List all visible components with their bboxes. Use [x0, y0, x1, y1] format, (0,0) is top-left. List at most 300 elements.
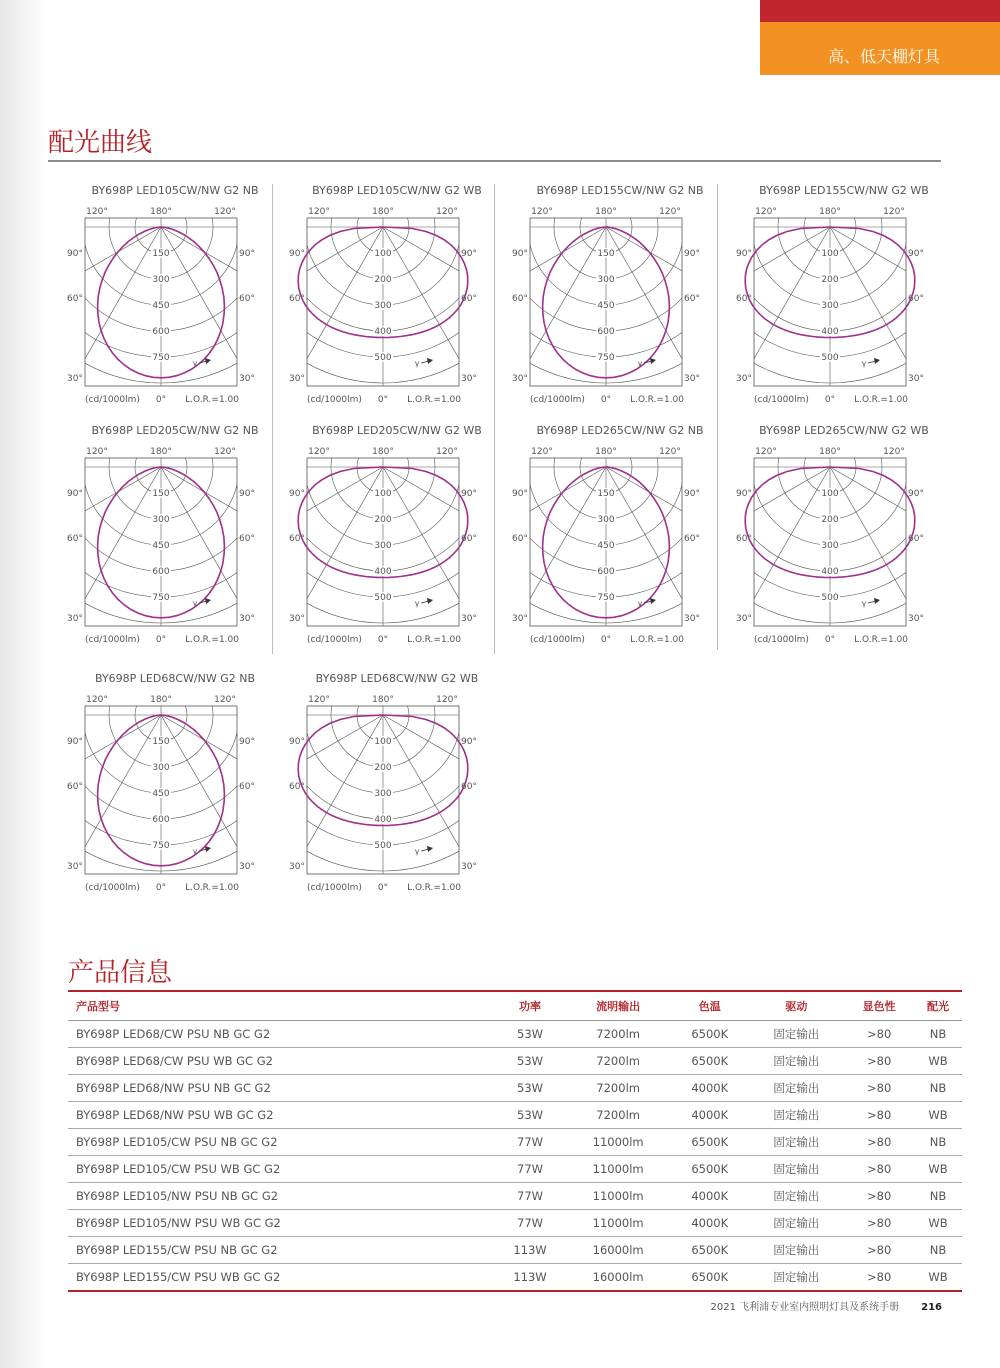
table-cell: BY698P LED68/CW PSU NB GC G2	[68, 1021, 495, 1048]
table-cell: NB	[914, 1237, 962, 1264]
table-cell: WB	[914, 1264, 962, 1292]
table-cell: 77W	[495, 1156, 566, 1183]
angle-label-90-right: 90°	[684, 489, 700, 499]
angle-label-30-right: 30°	[908, 614, 924, 624]
table-cell: WB	[914, 1048, 962, 1075]
table-cell: 77W	[495, 1183, 566, 1210]
table-cell: BY698P LED105/NW PSU WB GC G2	[68, 1210, 495, 1237]
table-cell: 113W	[495, 1237, 566, 1264]
angle-label-30-left: 30°	[67, 374, 83, 384]
angle-label-120-left: 120°	[531, 447, 553, 457]
curve-chart-title: BY698P LED68CW/NW G2 WB	[315, 672, 479, 685]
angle-label-90-right: 90°	[461, 489, 477, 499]
table-cell: >80	[844, 1237, 914, 1264]
lor-label: L.O.R.=1.00	[630, 395, 684, 405]
curve-chart-title: BY698P LED265CW/NW G2 WB	[759, 424, 929, 437]
angle-label-180: 180°	[595, 447, 617, 457]
table-cell: >80	[844, 1210, 914, 1237]
angle-label-60-right: 60°	[239, 534, 255, 544]
table-cell: 固定输出	[748, 1102, 844, 1129]
angle-label-30-right: 30°	[461, 374, 477, 384]
page-number: 216	[921, 1302, 942, 1313]
table-header-cell: 功率	[495, 991, 566, 1021]
ring-value-label: 750	[152, 353, 170, 363]
table-row	[68, 1102, 962, 1129]
curve-chart-title: BY698P LED265CW/NW G2 NB	[536, 424, 704, 437]
angle-label-120-right: 120°	[659, 207, 681, 217]
curves-title-rule	[48, 160, 941, 162]
table-cell: BY698P LED68/NW PSU WB GC G2	[68, 1102, 495, 1129]
section-tab-bar	[760, 0, 1000, 22]
angle-label-120-right: 120°	[659, 447, 681, 457]
table-cell: WB	[914, 1210, 962, 1237]
lor-label: L.O.R.=1.00	[185, 635, 239, 645]
table-cell: BY698P LED68/NW PSU NB GC G2	[68, 1075, 495, 1102]
table-cell: WB	[914, 1102, 962, 1129]
angle-label-180: 180°	[150, 207, 172, 217]
gamma-symbol: γ	[414, 599, 420, 608]
lor-label: L.O.R.=1.00	[185, 883, 239, 893]
angle-label-30-left: 30°	[736, 374, 752, 384]
angle-label-120-right: 120°	[883, 447, 905, 457]
ring-value-label: 500	[821, 593, 839, 603]
table-cell: 11000lm	[565, 1183, 671, 1210]
angle-label-0: 0°	[600, 635, 612, 645]
polar-diagram	[67, 688, 275, 902]
angle-label-30-left: 30°	[289, 374, 305, 384]
table-cell: 4000K	[671, 1183, 748, 1210]
angle-label-60-right: 60°	[684, 534, 700, 544]
ring-value-label: 100	[374, 489, 392, 499]
angle-label-0: 0°	[377, 635, 389, 645]
table-cell: 6500K	[671, 1021, 748, 1048]
curve-chart	[67, 672, 290, 902]
angle-label-30-right: 30°	[684, 614, 700, 624]
table-cell: >80	[844, 1183, 914, 1210]
curve-chart	[67, 184, 290, 414]
ring-value-label: 450	[152, 301, 170, 311]
ring-value-label: 200	[374, 515, 392, 525]
gamma-arrow-head	[650, 358, 656, 364]
curve-chart	[736, 184, 959, 414]
angle-label-30-right: 30°	[908, 374, 924, 384]
angle-label-30-right: 30°	[239, 614, 255, 624]
table-cell: 4000K	[671, 1075, 748, 1102]
angle-label-60-left: 60°	[736, 534, 752, 544]
angle-label-120-left: 120°	[308, 207, 330, 217]
table-cell: 6500K	[671, 1237, 748, 1264]
angle-label-120-right: 120°	[214, 695, 236, 705]
ring-value-label: 300	[597, 275, 615, 285]
lor-label: L.O.R.=1.00	[185, 395, 239, 405]
angle-label-60-right: 60°	[461, 782, 477, 792]
angle-label-90-right: 90°	[461, 737, 477, 747]
table-cell: 77W	[495, 1210, 566, 1237]
table-row	[68, 1183, 962, 1210]
table-row	[68, 1156, 962, 1183]
angle-label-90-left: 90°	[289, 489, 305, 499]
table-cell: >80	[844, 1021, 914, 1048]
gamma-symbol: γ	[414, 847, 420, 856]
angle-label-120-right: 120°	[436, 695, 458, 705]
ring-value-label: 200	[374, 275, 392, 285]
angle-label-30-left: 30°	[67, 614, 83, 624]
angle-label-180: 180°	[372, 695, 394, 705]
angle-label-90-left: 90°	[67, 489, 83, 499]
angle-label-60-left: 60°	[67, 534, 83, 544]
angle-label-0: 0°	[377, 395, 389, 405]
polar-diagram	[67, 440, 275, 654]
unit-label: (cd/1000lm)	[85, 635, 140, 645]
polar-diagram	[736, 440, 944, 654]
angle-label-90-left: 90°	[289, 249, 305, 259]
angle-label-30-left: 30°	[736, 614, 752, 624]
ring-value-label: 100	[821, 489, 839, 499]
angle-label-30-left: 30°	[289, 862, 305, 872]
product-info-title: 产品信息	[68, 958, 173, 988]
angle-label-120-left: 120°	[531, 207, 553, 217]
unit-label: (cd/1000lm)	[754, 395, 809, 405]
angle-label-180: 180°	[595, 207, 617, 217]
table-row	[68, 1048, 962, 1075]
table-cell: BY698P LED68/CW PSU WB GC G2	[68, 1048, 495, 1075]
table-cell: 固定输出	[748, 1183, 844, 1210]
table-cell: 固定输出	[748, 1129, 844, 1156]
gamma-symbol: γ	[414, 359, 420, 368]
ring-value-label: 200	[821, 515, 839, 525]
angle-label-90-left: 90°	[67, 737, 83, 747]
polar-diagram	[289, 440, 497, 654]
chart-column-divider	[494, 184, 495, 654]
table-cell: 7200lm	[565, 1048, 671, 1075]
angle-label-30-right: 30°	[461, 614, 477, 624]
unit-label: (cd/1000lm)	[307, 883, 362, 893]
gamma-arrow-head	[427, 358, 433, 364]
table-cell: 53W	[495, 1075, 566, 1102]
angle-label-120-right: 120°	[883, 207, 905, 217]
angle-label-0: 0°	[824, 635, 836, 645]
angle-label-30-left: 30°	[67, 862, 83, 872]
gamma-symbol: γ	[861, 599, 867, 608]
table-cell: 6500K	[671, 1129, 748, 1156]
table-cell: NB	[914, 1183, 962, 1210]
ring-value-label: 150	[152, 489, 170, 499]
curve-chart-title: BY698P LED105CW/NW G2 NB	[91, 184, 259, 197]
table-header-cell: 配光	[914, 991, 962, 1021]
angle-label-30-left: 30°	[512, 614, 528, 624]
lor-label: L.O.R.=1.00	[854, 395, 908, 405]
table-header-cell: 驱动	[748, 991, 844, 1021]
table-cell: 6500K	[671, 1264, 748, 1292]
ring-value-label: 750	[597, 593, 615, 603]
section-tab-label: 高、低天棚灯具	[827, 47, 940, 66]
table-cell: 固定输出	[748, 1237, 844, 1264]
table-header-cell: 流明输出	[565, 991, 671, 1021]
gamma-symbol: γ	[192, 359, 198, 368]
angle-label-30-right: 30°	[239, 862, 255, 872]
unit-label: (cd/1000lm)	[530, 395, 585, 405]
polar-diagram	[736, 200, 944, 414]
angle-label-30-right: 30°	[239, 374, 255, 384]
table-header-cell: 产品型号	[68, 991, 495, 1021]
ring-value-label: 450	[597, 541, 615, 551]
ring-value-label: 300	[152, 275, 170, 285]
curve-chart-title: BY698P LED68CW/NW G2 NB	[95, 672, 255, 685]
angle-label-90-right: 90°	[684, 249, 700, 259]
table-cell: 4000K	[671, 1102, 748, 1129]
table-cell: BY698P LED105/NW PSU NB GC G2	[68, 1183, 495, 1210]
gamma-arrow-head	[205, 598, 211, 604]
curve-chart	[289, 424, 512, 654]
ring-value-label: 150	[597, 249, 615, 259]
ring-value-label: 600	[152, 567, 170, 577]
table-cell: >80	[844, 1129, 914, 1156]
gamma-symbol: γ	[861, 359, 867, 368]
gamma-arrow-head	[427, 598, 433, 604]
table-cell: 11000lm	[565, 1156, 671, 1183]
ring-value-label: 300	[821, 541, 839, 551]
table-cell: 固定输出	[748, 1048, 844, 1075]
ring-value-label: 450	[597, 301, 615, 311]
ring-value-label: 400	[374, 815, 392, 825]
table-row	[68, 1129, 962, 1156]
angle-label-60-left: 60°	[736, 294, 752, 304]
gamma-arrow-head	[650, 598, 656, 604]
table-cell: BY698P LED105/CW PSU NB GC G2	[68, 1129, 495, 1156]
angle-label-0: 0°	[824, 395, 836, 405]
table-cell: 16000lm	[565, 1264, 671, 1292]
angle-label-90-right: 90°	[908, 249, 924, 259]
ring-value-label: 200	[821, 275, 839, 285]
ring-value-label: 400	[821, 567, 839, 577]
footer	[710, 1298, 942, 1313]
section-tab	[760, 0, 1000, 75]
angle-label-120-left: 120°	[86, 447, 108, 457]
lor-label: L.O.R.=1.00	[407, 883, 461, 893]
ring-value-label: 450	[152, 789, 170, 799]
table-cell: 4000K	[671, 1210, 748, 1237]
curve-chart-title: BY698P LED205CW/NW G2 NB	[91, 424, 259, 437]
curve-chart	[289, 672, 512, 902]
angle-label-180: 180°	[819, 207, 841, 217]
ring-value-label: 600	[597, 567, 615, 577]
angle-label-60-left: 60°	[67, 294, 83, 304]
curve-chart-title: BY698P LED155CW/NW G2 NB	[536, 184, 704, 197]
angle-label-60-right: 60°	[908, 534, 924, 544]
polar-diagram	[512, 200, 720, 414]
angle-label-90-left: 90°	[512, 489, 528, 499]
table-cell: 6500K	[671, 1156, 748, 1183]
angle-label-120-left: 120°	[755, 447, 777, 457]
lor-label: L.O.R.=1.00	[854, 635, 908, 645]
angle-label-30-left: 30°	[289, 614, 305, 624]
lor-label: L.O.R.=1.00	[407, 635, 461, 645]
ring-value-label: 300	[374, 789, 392, 799]
curve-chart	[512, 424, 735, 654]
angle-label-120-left: 120°	[86, 207, 108, 217]
ring-value-label: 150	[597, 489, 615, 499]
ring-value-label: 450	[152, 541, 170, 551]
unit-label: (cd/1000lm)	[85, 395, 140, 405]
angle-label-180: 180°	[819, 447, 841, 457]
ring-value-label: 150	[152, 249, 170, 259]
polar-diagram	[67, 200, 275, 414]
ring-value-label: 600	[152, 327, 170, 337]
lor-label: L.O.R.=1.00	[407, 395, 461, 405]
angle-label-120-left: 120°	[86, 695, 108, 705]
gamma-arrow-head	[874, 358, 880, 364]
ring-value-label: 400	[374, 567, 392, 577]
curve-chart	[289, 184, 512, 414]
table-cell: 固定输出	[748, 1075, 844, 1102]
angle-label-180: 180°	[372, 447, 394, 457]
table-cell: 11000lm	[565, 1210, 671, 1237]
angle-label-180: 180°	[372, 207, 394, 217]
ring-value-label: 600	[597, 327, 615, 337]
table-cell: NB	[914, 1129, 962, 1156]
ring-value-label: 300	[152, 763, 170, 773]
angle-label-30-right: 30°	[684, 374, 700, 384]
table-cell: 固定输出	[748, 1264, 844, 1292]
product-table-body	[68, 1021, 962, 1292]
angle-label-120-left: 120°	[755, 207, 777, 217]
table-cell: 53W	[495, 1021, 566, 1048]
ring-value-label: 300	[821, 301, 839, 311]
ring-value-label: 300	[597, 515, 615, 525]
table-cell: NB	[914, 1075, 962, 1102]
polar-diagram	[512, 440, 720, 654]
ring-value-label: 150	[152, 737, 170, 747]
gamma-arrow-head	[205, 846, 211, 852]
angle-label-60-right: 60°	[239, 294, 255, 304]
angle-label-90-right: 90°	[461, 249, 477, 259]
gamma-symbol: γ	[192, 599, 198, 608]
ring-value-label: 500	[374, 841, 392, 851]
angle-label-90-right: 90°	[908, 489, 924, 499]
angle-label-120-left: 120°	[308, 695, 330, 705]
angle-label-180: 180°	[150, 695, 172, 705]
table-cell: 113W	[495, 1264, 566, 1292]
curve-chart	[512, 184, 735, 414]
table-cell: >80	[844, 1156, 914, 1183]
ring-value-label: 100	[374, 737, 392, 747]
angle-label-90-right: 90°	[239, 249, 255, 259]
angle-label-120-left: 120°	[308, 447, 330, 457]
table-cell: 7200lm	[565, 1021, 671, 1048]
gamma-arrow-head	[205, 358, 211, 364]
ring-value-label: 300	[374, 301, 392, 311]
angle-label-60-left: 60°	[67, 782, 83, 792]
angle-label-90-left: 90°	[67, 249, 83, 259]
ring-value-label: 500	[821, 353, 839, 363]
angle-label-90-right: 90°	[239, 489, 255, 499]
table-cell: NB	[914, 1021, 962, 1048]
ring-value-label: 750	[152, 593, 170, 603]
table-header-cell: 色温	[671, 991, 748, 1021]
angle-label-0: 0°	[155, 883, 167, 893]
table-cell: 固定输出	[748, 1210, 844, 1237]
table-cell: BY698P LED155/CW PSU NB GC G2	[68, 1237, 495, 1264]
curve-chart	[736, 424, 959, 654]
table-cell: 7200lm	[565, 1075, 671, 1102]
table-cell: BY698P LED155/CW PSU WB GC G2	[68, 1264, 495, 1292]
angle-label-120-right: 120°	[436, 207, 458, 217]
table-cell: >80	[844, 1048, 914, 1075]
angle-label-60-left: 60°	[512, 294, 528, 304]
angle-label-60-left: 60°	[289, 294, 305, 304]
angle-label-60-left: 60°	[289, 534, 305, 544]
unit-label: (cd/1000lm)	[754, 635, 809, 645]
table-cell: 53W	[495, 1048, 566, 1075]
table-row	[68, 1237, 962, 1264]
curve-chart-title: BY698P LED105CW/NW G2 WB	[312, 184, 482, 197]
angle-label-180: 180°	[150, 447, 172, 457]
ring-value-label: 300	[374, 541, 392, 551]
table-cell: 固定输出	[748, 1021, 844, 1048]
polar-diagram	[289, 688, 497, 902]
table-row	[68, 1210, 962, 1237]
table-header-cell: 显色性	[844, 991, 914, 1021]
angle-label-90-left: 90°	[736, 249, 752, 259]
gamma-symbol: γ	[637, 359, 643, 368]
angle-label-60-right: 60°	[461, 294, 477, 304]
unit-label: (cd/1000lm)	[530, 635, 585, 645]
table-row	[68, 1075, 962, 1102]
angle-label-60-left: 60°	[289, 782, 305, 792]
angle-label-60-right: 60°	[908, 294, 924, 304]
ring-value-label: 200	[374, 763, 392, 773]
table-cell: 7200lm	[565, 1102, 671, 1129]
ring-value-label: 500	[374, 593, 392, 603]
gamma-symbol: γ	[637, 599, 643, 608]
angle-label-0: 0°	[600, 395, 612, 405]
polar-diagram	[289, 200, 497, 414]
angle-label-30-left: 30°	[512, 374, 528, 384]
ring-value-label: 750	[597, 353, 615, 363]
angle-label-120-right: 120°	[214, 207, 236, 217]
table-cell: 6500K	[671, 1048, 748, 1075]
unit-label: (cd/1000lm)	[307, 395, 362, 405]
table-cell: 77W	[495, 1129, 566, 1156]
angle-label-30-right: 30°	[461, 862, 477, 872]
gamma-symbol: γ	[192, 847, 198, 856]
table-cell: >80	[844, 1102, 914, 1129]
page-side-shade	[0, 0, 48, 1368]
table-cell: >80	[844, 1264, 914, 1292]
table-cell: 固定输出	[748, 1156, 844, 1183]
gamma-arrow-head	[427, 846, 433, 852]
ring-value-label: 100	[821, 249, 839, 259]
gamma-arrow-head	[874, 598, 880, 604]
table-cell: WB	[914, 1156, 962, 1183]
product-table-header	[68, 991, 962, 1021]
lor-label: L.O.R.=1.00	[630, 635, 684, 645]
ring-value-label: 750	[152, 841, 170, 851]
table-cell: 53W	[495, 1102, 566, 1129]
ring-value-label: 400	[821, 327, 839, 337]
table-row	[68, 1264, 962, 1292]
curve-chart-title: BY698P LED205CW/NW G2 WB	[312, 424, 482, 437]
table-cell: >80	[844, 1075, 914, 1102]
angle-label-120-right: 120°	[436, 447, 458, 457]
curve-chart-title: BY698P LED155CW/NW G2 WB	[759, 184, 929, 197]
ring-value-label: 100	[374, 249, 392, 259]
ring-value-label: 400	[374, 327, 392, 337]
footer-text: 2021 飞利浦专业室内照明灯具及系统手册	[710, 1302, 900, 1313]
table-cell: BY698P LED105/CW PSU WB GC G2	[68, 1156, 495, 1183]
chart-column-divider	[272, 184, 273, 654]
angle-label-0: 0°	[377, 883, 389, 893]
